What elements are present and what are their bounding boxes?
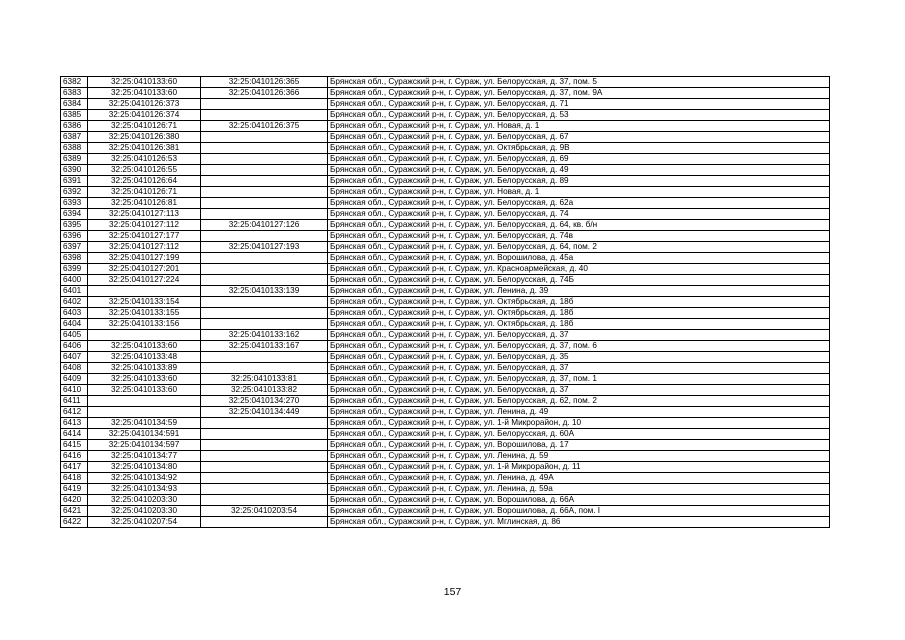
row-number-cell: 6401: [61, 286, 88, 297]
row-number-cell: 6405: [61, 330, 88, 341]
cadastral-number-cell: 32:25:0410126:71: [88, 187, 201, 198]
address-cell: Брянская обл., Суражский р-н, г. Сураж, ул. Октябрьская, д. 18б: [328, 319, 830, 330]
table-row: [61, 352, 830, 363]
related-cadastral-number-cell: [201, 198, 328, 209]
row-number-cell: 6403: [61, 308, 88, 319]
related-cadastral-number-cell: 32:25:0410203:54: [201, 506, 328, 517]
row-number-cell: 6407: [61, 352, 88, 363]
table-row: [61, 198, 830, 209]
table-row: [61, 407, 830, 418]
row-number-cell: 6419: [61, 484, 88, 495]
related-cadastral-number-cell: [201, 275, 328, 286]
related-cadastral-number-cell: [201, 495, 328, 506]
row-number-cell: 6394: [61, 209, 88, 220]
row-number-cell: 6408: [61, 363, 88, 374]
row-number-cell: 6420: [61, 495, 88, 506]
related-cadastral-number-cell: [201, 187, 328, 198]
table-row: [61, 517, 830, 528]
address-cell: Брянская обл., Суражский р-н, г. Сураж, ул. Белорусская, д. 37: [328, 363, 830, 374]
row-number-cell: 6413: [61, 418, 88, 429]
address-cell: Брянская обл., Суражский р-н, г. Сураж, ул. Белорусская, д. 49: [328, 165, 830, 176]
cadastral-number-cell: [88, 286, 201, 297]
related-cadastral-number-cell: [201, 99, 328, 110]
table-row: [61, 154, 830, 165]
related-cadastral-number-cell: [201, 132, 328, 143]
table-row: [61, 165, 830, 176]
table-row: [61, 473, 830, 484]
table-row: [61, 451, 830, 462]
table-row: [61, 484, 830, 495]
row-number-cell: 6385: [61, 110, 88, 121]
cadastral-number-cell: 32:25:0410133:60: [88, 88, 201, 99]
address-cell: Брянская обл., Суражский р-н, г. Сураж, ул. Белорусская, д. 64, пом. 2: [328, 242, 830, 253]
cadastral-number-cell: 32:25:0410133:155: [88, 308, 201, 319]
related-cadastral-number-cell: [201, 440, 328, 451]
related-cadastral-number-cell: [201, 462, 328, 473]
cadastral-number-cell: 32:25:0410203:30: [88, 495, 201, 506]
cadastral-number-cell: 32:25:0410126:374: [88, 110, 201, 121]
table-row: [61, 209, 830, 220]
address-cell: Брянская обл., Суражский р-н, г. Сураж, ул. Красноармейская, д. 40: [328, 264, 830, 275]
address-cell: Брянская обл., Суражский р-н, г. Сураж, ул. 1-й Микрорайон, д. 10: [328, 418, 830, 429]
table-row: [61, 363, 830, 374]
table-row: [61, 330, 830, 341]
table-row: [61, 429, 830, 440]
cadastral-number-cell: 32:25:0410207:54: [88, 517, 201, 528]
row-number-cell: 6393: [61, 198, 88, 209]
row-number-cell: 6396: [61, 231, 88, 242]
address-cell: Брянская обл., Суражский р-н, г. Сураж, ул. Ленина, д. 59а: [328, 484, 830, 495]
table-row: [61, 506, 830, 517]
cadastral-number-cell: 32:25:0410134:597: [88, 440, 201, 451]
related-cadastral-number-cell: [201, 352, 328, 363]
address-cell: Брянская обл., Суражский р-н, г. Сураж, ул. Белорусская, д. 60А: [328, 429, 830, 440]
row-number-cell: 6384: [61, 99, 88, 110]
table-row: [61, 110, 830, 121]
related-cadastral-number-cell: [201, 418, 328, 429]
table-row: [61, 253, 830, 264]
related-cadastral-number-cell: [201, 209, 328, 220]
row-number-cell: 6392: [61, 187, 88, 198]
cadastral-number-cell: [88, 330, 201, 341]
row-number-cell: 6391: [61, 176, 88, 187]
related-cadastral-number-cell: 32:25:0410126:365: [201, 77, 328, 88]
row-number-cell: 6421: [61, 506, 88, 517]
page-number: 157: [443, 586, 462, 598]
table-row: [61, 88, 830, 99]
address-cell: Брянская обл., Суражский р-н, г. Сураж, ул. Белорусская, д. 74Б: [328, 275, 830, 286]
table-row: [61, 187, 830, 198]
row-number-cell: 6404: [61, 319, 88, 330]
address-cell: Брянская обл., Суражский р-н, г. Сураж, ул. Белорусская, д. 37, пом. 5: [328, 77, 830, 88]
row-number-cell: 6389: [61, 154, 88, 165]
cadastral-number-cell: 32:25:0410133:60: [88, 374, 201, 385]
address-cell: Брянская обл., Суражский р-н, г. Сураж, ул. Октябрьская, д. 9В: [328, 143, 830, 154]
row-number-cell: 6417: [61, 462, 88, 473]
related-cadastral-number-cell: 32:25:0410134:449: [201, 407, 328, 418]
table-row: [61, 99, 830, 110]
table-row: [61, 264, 830, 275]
address-cell: Брянская обл., Суражский р-н, г. Сураж, ул. Белорусская, д. 62, пом. 2: [328, 396, 830, 407]
table-row: [61, 319, 830, 330]
table-row: [61, 297, 830, 308]
related-cadastral-number-cell: [201, 253, 328, 264]
cadastral-number-cell: 32:25:0410133:156: [88, 319, 201, 330]
related-cadastral-number-cell: 32:25:0410133:81: [201, 374, 328, 385]
registry-table: [60, 76, 830, 528]
cadastral-number-cell: 32:25:0410127:112: [88, 220, 201, 231]
cadastral-number-cell: 32:25:0410127:112: [88, 242, 201, 253]
row-number-cell: 6402: [61, 297, 88, 308]
cadastral-number-cell: 32:25:0410133:89: [88, 363, 201, 374]
table-row: [61, 396, 830, 407]
cadastral-number-cell: 32:25:0410126:55: [88, 165, 201, 176]
table-row: [61, 231, 830, 242]
row-number-cell: 6398: [61, 253, 88, 264]
address-cell: Брянская обл., Суражский р-н, г. Сураж, ул. Белорусская, д. 71: [328, 99, 830, 110]
cadastral-number-cell: 32:25:0410133:154: [88, 297, 201, 308]
table-row: [61, 286, 830, 297]
row-number-cell: 6422: [61, 517, 88, 528]
cadastral-number-cell: [88, 396, 201, 407]
row-number-cell: 6399: [61, 264, 88, 275]
address-cell: Брянская обл., Суражский р-н, г. Сураж, ул. Ленина, д. 49: [328, 407, 830, 418]
related-cadastral-number-cell: [201, 264, 328, 275]
cadastral-number-cell: 32:25:0410127:113: [88, 209, 201, 220]
table-row: [61, 275, 830, 286]
address-cell: Брянская обл., Суражский р-н, г. Сураж, ул. Ворошилова, д. 66А: [328, 495, 830, 506]
address-cell: Брянская обл., Суражский р-н, г. Сураж, ул. Октябрьская, д. 18б: [328, 297, 830, 308]
related-cadastral-number-cell: [201, 451, 328, 462]
address-cell: Брянская обл., Суражский р-н, г. Сураж, ул. Белорусская, д. 74в: [328, 231, 830, 242]
address-cell: Брянская обл., Суражский р-н, г. Сураж, ул. Белорусская, д. 37, пом. 9А: [328, 88, 830, 99]
row-number-cell: 6412: [61, 407, 88, 418]
table-row: [61, 462, 830, 473]
related-cadastral-number-cell: [201, 473, 328, 484]
related-cadastral-number-cell: 32:25:0410133:139: [201, 286, 328, 297]
cadastral-number-cell: 32:25:0410133:60: [88, 77, 201, 88]
address-cell: Брянская обл., Суражский р-н, г. Сураж, ул. Белорусская, д. 74: [328, 209, 830, 220]
row-number-cell: 6386: [61, 121, 88, 132]
cadastral-number-cell: 32:25:0410126:71: [88, 121, 201, 132]
cadastral-number-cell: 32:25:0410126:64: [88, 176, 201, 187]
related-cadastral-number-cell: [201, 517, 328, 528]
cadastral-number-cell: 32:25:0410127:177: [88, 231, 201, 242]
related-cadastral-number-cell: 32:25:0410126:375: [201, 121, 328, 132]
address-cell: Брянская обл., Суражский р-н, г. Сураж, ул. Белорусская, д. 37: [328, 385, 830, 396]
cadastral-number-cell: 32:25:0410127:224: [88, 275, 201, 286]
address-cell: Брянская обл., Суражский р-н, г. Сураж, ул. Новая, д. 1: [328, 187, 830, 198]
related-cadastral-number-cell: 32:25:0410134:270: [201, 396, 328, 407]
related-cadastral-number-cell: [201, 154, 328, 165]
address-cell: Брянская обл., Суражский р-н, г. Сураж, ул. Белорусская, д. 69: [328, 154, 830, 165]
cadastral-number-cell: 32:25:0410126:373: [88, 99, 201, 110]
cadastral-number-cell: 32:25:0410134:591: [88, 429, 201, 440]
address-cell: Брянская обл., Суражский р-н, г. Сураж, ул. Октябрьская, д. 18б: [328, 308, 830, 319]
cadastral-number-cell: 32:25:0410134:93: [88, 484, 201, 495]
cadastral-number-cell: 32:25:0410126:53: [88, 154, 201, 165]
cadastral-number-cell: 32:25:0410134:77: [88, 451, 201, 462]
table-row: [61, 121, 830, 132]
cadastral-number-cell: 32:25:0410134:92: [88, 473, 201, 484]
address-cell: Брянская обл., Суражский р-н, г. Сураж, ул. Белорусская, д. 37, пом. 1: [328, 374, 830, 385]
related-cadastral-number-cell: 32:25:0410126:366: [201, 88, 328, 99]
row-number-cell: 6397: [61, 242, 88, 253]
table-row: [61, 308, 830, 319]
address-cell: Брянская обл., Суражский р-н, г. Сураж, ул. Ленина, д. 39: [328, 286, 830, 297]
address-cell: Брянская обл., Суражский р-н, г. Сураж, ул. Белорусская, д. 53: [328, 110, 830, 121]
row-number-cell: 6390: [61, 165, 88, 176]
related-cadastral-number-cell: [201, 319, 328, 330]
related-cadastral-number-cell: [201, 176, 328, 187]
related-cadastral-number-cell: [201, 231, 328, 242]
row-number-cell: 6382: [61, 77, 88, 88]
related-cadastral-number-cell: [201, 363, 328, 374]
address-cell: Брянская обл., Суражский р-н, г. Сураж, ул. Белорусская, д. 37: [328, 330, 830, 341]
row-number-cell: 6395: [61, 220, 88, 231]
related-cadastral-number-cell: 32:25:0410133:82: [201, 385, 328, 396]
table-row: [61, 374, 830, 385]
cadastral-number-cell: 32:25:0410134:59: [88, 418, 201, 429]
cadastral-number-cell: 32:25:0410126:81: [88, 198, 201, 209]
address-cell: Брянская обл., Суражский р-н, г. Сураж, ул. Ленина, д. 49А: [328, 473, 830, 484]
related-cadastral-number-cell: [201, 110, 328, 121]
table-row: [61, 418, 830, 429]
table-row: [61, 385, 830, 396]
table-row: [61, 220, 830, 231]
cadastral-number-cell: 32:25:0410133:48: [88, 352, 201, 363]
address-cell: Брянская обл., Суражский р-н, г. Сураж, ул. Белорусская, д. 64, кв. б/н: [328, 220, 830, 231]
address-cell: Брянская обл., Суражский р-н, г. Сураж, ул. Ворошилова, д. 45а: [328, 253, 830, 264]
related-cadastral-number-cell: [201, 429, 328, 440]
table-row: [61, 242, 830, 253]
row-number-cell: 6387: [61, 132, 88, 143]
related-cadastral-number-cell: [201, 484, 328, 495]
table-row: [61, 132, 830, 143]
table-row: [61, 143, 830, 154]
related-cadastral-number-cell: [201, 308, 328, 319]
row-number-cell: 6410: [61, 385, 88, 396]
address-cell: Брянская обл., Суражский р-н, г. Сураж, ул. Ворошилова, д. 17: [328, 440, 830, 451]
cadastral-number-cell: 32:25:0410133:60: [88, 385, 201, 396]
row-number-cell: 6416: [61, 451, 88, 462]
row-number-cell: 6400: [61, 275, 88, 286]
row-number-cell: 6383: [61, 88, 88, 99]
row-number-cell: 6415: [61, 440, 88, 451]
cadastral-number-cell: 32:25:0410134:80: [88, 462, 201, 473]
row-number-cell: 6406: [61, 341, 88, 352]
address-cell: Брянская обл., Суражский р-н, г. Сураж, ул. Новая, д. 1: [328, 121, 830, 132]
row-number-cell: 6409: [61, 374, 88, 385]
row-number-cell: 6388: [61, 143, 88, 154]
related-cadastral-number-cell: 32:25:0410127:126: [201, 220, 328, 231]
address-cell: Брянская обл., Суражский р-н, г. Сураж, ул. Белорусская, д. 89: [328, 176, 830, 187]
related-cadastral-number-cell: 32:25:0410133:162: [201, 330, 328, 341]
row-number-cell: 6411: [61, 396, 88, 407]
related-cadastral-number-cell: [201, 297, 328, 308]
address-cell: Брянская обл., Суражский р-н, г. Сураж, ул. Белорусская, д. 35: [328, 352, 830, 363]
related-cadastral-number-cell: [201, 165, 328, 176]
row-number-cell: 6418: [61, 473, 88, 484]
address-cell: Брянская обл., Суражский р-н, г. Сураж, ул. Белорусская, д. 37, пом. 6: [328, 341, 830, 352]
cadastral-number-cell: [88, 407, 201, 418]
address-cell: Брянская обл., Суражский р-н, г. Сураж, ул. 1-й Микрорайон, д. 11: [328, 462, 830, 473]
row-number-cell: 6414: [61, 429, 88, 440]
related-cadastral-number-cell: 32:25:0410133:167: [201, 341, 328, 352]
cadastral-number-cell: 32:25:0410127:199: [88, 253, 201, 264]
address-cell: Брянская обл., Суражский р-н, г. Сураж, ул. Ленина, д. 59: [328, 451, 830, 462]
table-row: [61, 440, 830, 451]
address-cell: Брянская обл., Суражский р-н, г. Сураж, ул. Мглинская, д. 86: [328, 517, 830, 528]
related-cadastral-number-cell: [201, 143, 328, 154]
address-cell: Брянская обл., Суражский р-н, г. Сураж, ул. Белорусская, д. 62а: [328, 198, 830, 209]
address-cell: Брянская обл., Суражский р-н, г. Сураж, ул. Ворошилова, д. 66А, пом. I: [328, 506, 830, 517]
cadastral-number-cell: 32:25:0410127:201: [88, 264, 201, 275]
related-cadastral-number-cell: 32:25:0410127:193: [201, 242, 328, 253]
table-row: [61, 495, 830, 506]
table-row: [61, 341, 830, 352]
table-row: [61, 176, 830, 187]
address-cell: Брянская обл., Суражский р-н, г. Сураж, ул. Белорусская, д. 67: [328, 132, 830, 143]
cadastral-number-cell: 32:25:0410203:30: [88, 506, 201, 517]
table-row: [61, 77, 830, 88]
cadastral-number-cell: 32:25:0410126:380: [88, 132, 201, 143]
cadastral-number-cell: 32:25:0410126:381: [88, 143, 201, 154]
registry-table-body: [61, 77, 830, 528]
cadastral-number-cell: 32:25:0410133:60: [88, 341, 201, 352]
